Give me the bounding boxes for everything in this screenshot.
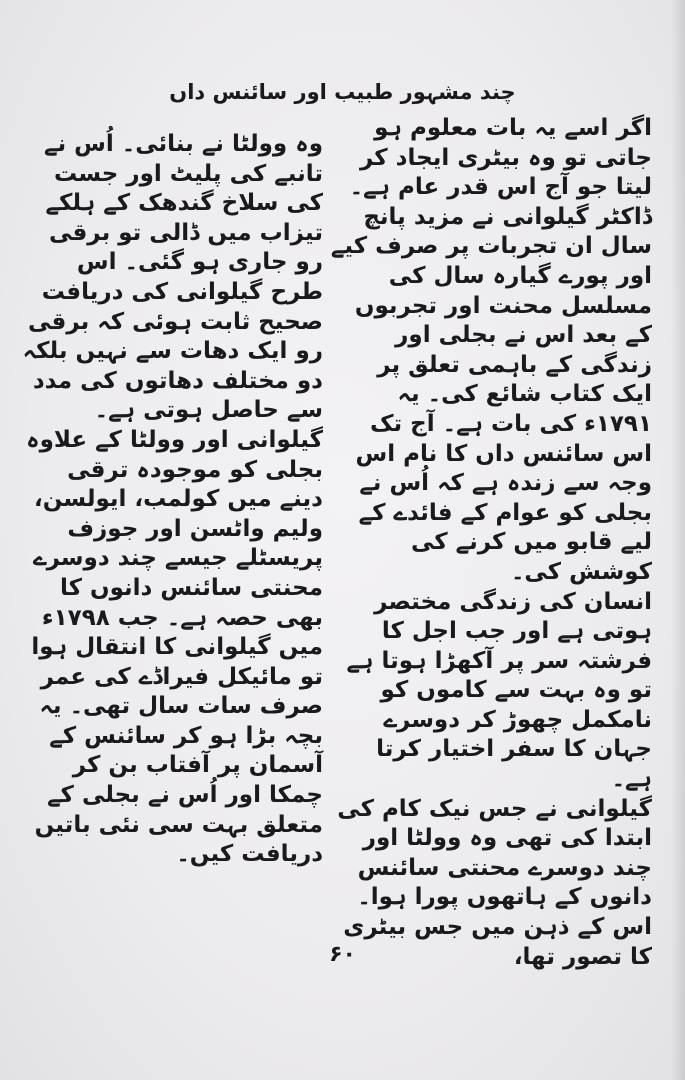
paragraph: وہ وولٹا نے بنائی۔ اُس نے تانبے کی پلیٹ اور جست کی سلاخ گندھک کے ہلکے تیزاب میں ڈالی تو برقی رو جاری ہو گئی۔ اس طرح گیلوانی کی دریافت صحیح ثابت ہوئی کہ برقی رو ایک دھات سے نہیں بلکہ دو مختلف دھاتوں کی مدد سے حاصل ہوتی ہے۔ — [22, 131, 323, 424]
page-edge-shadow — [671, 0, 685, 1080]
running-header: چند مشہور طبیب اور سائنس داں — [169, 80, 516, 104]
paragraph: انسان کی زندگی مختصر ہوتی ہے اور جب اجل کا فرشتہ سر پر آکھڑا ہوتا ہے تو وہ بہت سے کاموں کو نامکمل چھوڑ کر دوسرے جہان کا سفر اختیار کرتا ہے۔ — [346, 588, 652, 793]
paragraph: ڈاکٹر گیلوانی نے مزید پانچ سال ان تجربات پر صرف کیے اور پورے گیارہ سال کی مسلسل محنت اور تجربوں کے بعد اس نے بجلی اور زندگی کے باہمی تعلق پر ایک کتاب شائع کی۔ یہ ۱۷۹۱ء کی بات ہے۔ آج تک اس سائنس داں کا نام اس وجہ سے زندہ ہے کہ اُس نے بجلی کو عوام کے فائدے کے لیے قابو میں کرنے کی کوشش کی۔ — [330, 203, 652, 585]
right-text-column — [330, 114, 652, 972]
paragraph: اگر اسے یہ بات معلوم ہو جاتی تو وہ بیٹری ایجاد کر لیتا جو آج اس قدر عام ہے۔ — [349, 115, 652, 201]
paragraph: گیلوانی نے جس نیک کام کی ابتدا کی تھی وہ وولٹا اور چند دوسرے محنتی سائنس دانوں کے ہاتھوں پورا ہوا۔ اس کے ذہن میں جس بیٹری کا تصور تھا، — [337, 795, 652, 970]
paragraph: گیلوانی اور وولٹا کے علاوہ بجلی کو موجودہ ترقی دینے میں کولمب، ایولسن، ولیم واٹسن اور جوزف پریسٹلے جیسے چند دوسرے محنتی سائنس دانوں کا بھی حصہ ہے۔ جب ۱۷۹۸ء میں گیلوانی کا انتقال ہوا تو مائیکل فیراڈے کی عمر صرف سات سال تھی۔ یہ بچہ بڑا ہو کر سائنس کے آسمان پر آفتاب بن کر چمکا اور اُس نے بجلی کے متعلق بہت سی نئی باتیں دریافت کیں۔ — [26, 426, 323, 868]
page-number: ۶۰ — [329, 942, 356, 967]
left-text-column — [18, 130, 323, 870]
